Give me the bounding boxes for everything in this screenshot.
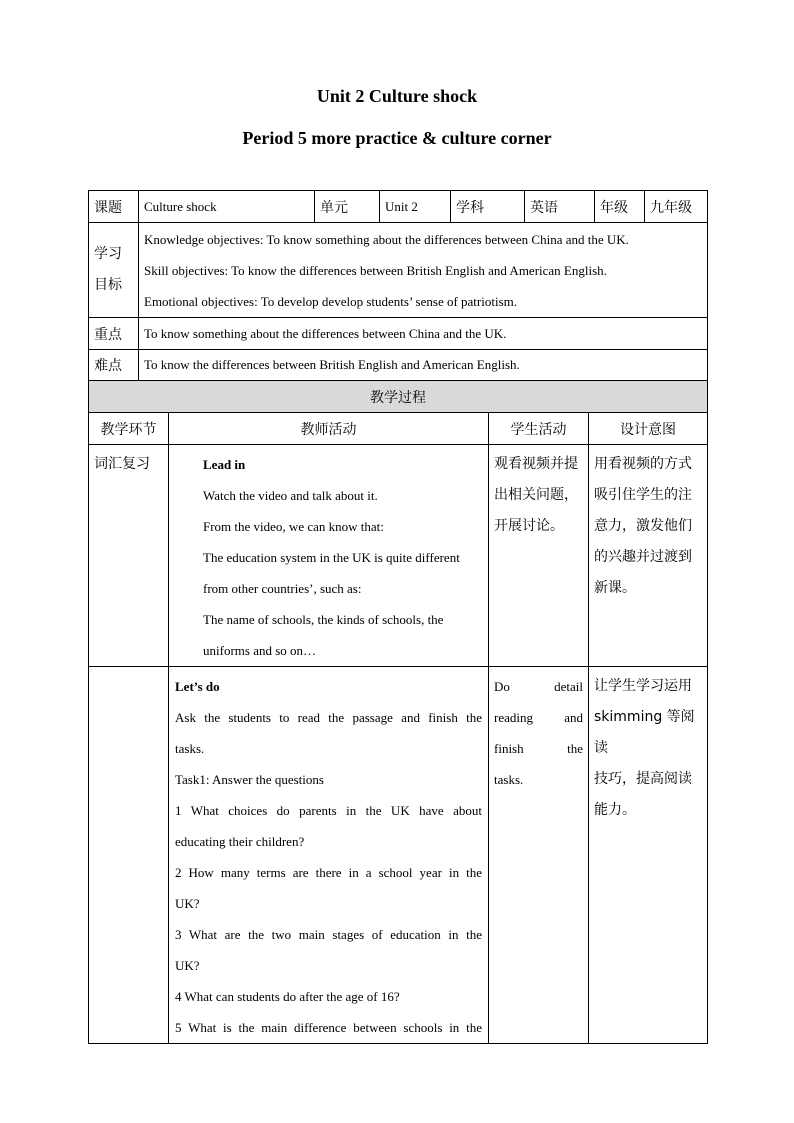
teacher-activity-heading: Let’s do	[175, 679, 220, 694]
student-activity-line: reading and	[494, 710, 583, 725]
objectives-label-line2: 目标	[94, 277, 122, 293]
document-title: Unit 2 Culture shock	[316, 86, 478, 106]
teacher-activity-line: 4 What can students do after the age of 16?	[175, 989, 400, 1004]
design-intent-line: 意力，激发他们	[594, 518, 692, 534]
teacher-activity-line: from other countries’, such as:	[203, 581, 362, 596]
stage-cell: 词汇复习	[89, 445, 169, 667]
subject-label: 学科	[451, 191, 525, 223]
teacher-activity-line: Ask the students to read the passage and finish the	[175, 710, 482, 725]
column-header-student: 学生活动	[489, 413, 589, 445]
design-intent-line: 新课。	[594, 580, 636, 596]
design-intent-line: 让学生学习运用	[594, 678, 692, 694]
grade-value: 九年级	[645, 191, 708, 223]
design-intent-line: 吸引住学生的注	[594, 487, 692, 503]
teacher-activity-line: From the video, we can know that:	[203, 519, 384, 534]
student-activity-line: 出相关问题，	[494, 487, 578, 503]
column-header-design: 设计意图	[589, 413, 708, 445]
teacher-activity-line: 5 What is the main difference between schools in the	[175, 1020, 482, 1035]
objectives-label	[89, 223, 139, 318]
column-header-stage: 教学环节	[89, 413, 169, 445]
student-activity-cell	[489, 667, 589, 1044]
teaching-process-table	[88, 380, 708, 1044]
subject-value: 英语	[525, 191, 595, 223]
knowledge-objective: Knowledge objectives: To know something about the differences between China and the UK.	[144, 231, 629, 247]
unit-label: 单元	[315, 191, 380, 223]
teacher-activity-line: tasks.	[175, 741, 205, 756]
teacher-activity-line: uniforms and so on…	[203, 643, 317, 658]
document-subtitle: Period 5 more practice & culture corner	[242, 128, 552, 148]
design-intent-line: 的兴趣并过渡到	[594, 549, 692, 565]
stage-cell	[89, 667, 169, 1044]
emotional-objective: Emotional objectives: To develop develop students’ sense of patriotism.	[144, 293, 518, 309]
student-activity-line: 开展讨论。	[494, 518, 564, 534]
topic-label: 课题	[89, 191, 139, 223]
lesson-info-table	[88, 190, 708, 381]
teacher-activity-line: 2 How many terms are there in a school year in the	[175, 865, 482, 880]
teacher-activity-line: 3 What are the two main stages of education in the	[175, 927, 482, 942]
teaching-process-header: 教学过程	[89, 381, 708, 413]
key-point-label: 重点	[89, 318, 139, 350]
difficulty-label: 难点	[89, 350, 139, 381]
skill-objective: Skill objectives: To know the differences between British English and American English.	[144, 262, 607, 278]
student-activity-line: Do detail	[494, 679, 583, 694]
design-intent-line: 技巧，提高阅读	[594, 771, 692, 787]
design-intent-line: skimming 等阅读	[594, 709, 695, 756]
teacher-activity-heading: Lead in	[203, 457, 246, 472]
design-intent-line: 用看视频的方式	[594, 456, 692, 472]
unit-value: Unit 2	[380, 191, 451, 223]
teacher-activity-line: 1 What choices do parents in the UK have about	[175, 803, 482, 818]
teacher-activity-line: UK?	[175, 896, 200, 911]
key-point-value: To know something about the differences between China and the UK.	[139, 318, 708, 350]
teacher-activity-line: UK?	[175, 958, 200, 973]
teacher-activity-line: Watch the video and talk about it.	[203, 488, 378, 503]
difficulty-value: To know the differences between British English and American English.	[139, 350, 708, 381]
design-intent-line: 能力。	[594, 802, 636, 818]
teacher-activity-line: The name of schools, the kinds of schools, the	[203, 612, 444, 627]
student-activity-line: finish the	[494, 741, 583, 756]
topic-value: Culture shock	[139, 191, 315, 223]
teacher-activity-cell	[169, 667, 489, 1044]
design-intent-cell	[589, 667, 708, 1044]
student-activity-cell	[489, 445, 589, 667]
objectives-label-line1: 学习	[94, 246, 122, 262]
teacher-activity-line: educating their children?	[175, 834, 305, 849]
design-intent-cell	[589, 445, 708, 667]
teacher-activity-cell	[169, 445, 489, 667]
column-header-teacher: 教师活动	[169, 413, 489, 445]
student-activity-line: tasks.	[494, 772, 524, 787]
grade-label: 年级	[595, 191, 645, 223]
objectives-content	[139, 223, 708, 318]
student-activity-line: 观看视频并提	[494, 456, 578, 472]
teacher-activity-line: The education system in the UK is quite different	[203, 550, 460, 565]
teacher-activity-line: Task1: Answer the questions	[175, 772, 324, 787]
